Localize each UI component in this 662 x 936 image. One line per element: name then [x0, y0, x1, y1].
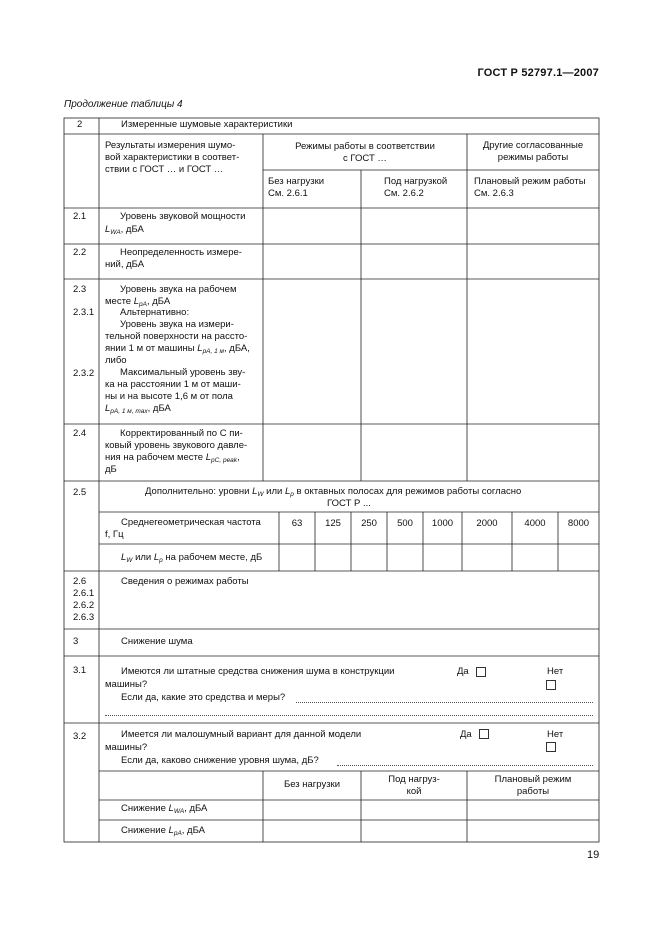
row-text: ны и на высоте 1,6 м от пола — [105, 391, 233, 402]
row-text: Дополнительно: уровни $L_W$ или $L_p$ в октавных полосах для режимов работы согласно — [145, 486, 522, 498]
modes-header: с ГОСТ … — [343, 153, 387, 164]
other-modes-header: режимы работы — [497, 152, 569, 163]
row-title: Снижение шума — [121, 636, 193, 647]
no-checkbox[interactable] — [546, 742, 556, 752]
row-text: тельной поверхности на рассто- — [105, 331, 248, 342]
no-load-ref: См. 2.6.1 — [268, 188, 308, 199]
answer-line[interactable] — [296, 701, 593, 703]
row-text: Корректированный по C пи- — [120, 428, 243, 439]
frequency-value: 2000 — [476, 518, 498, 529]
yes-label: Да — [460, 729, 472, 740]
frequency-value: 63 — [291, 518, 303, 529]
under-load-header: Под нагрузкой — [384, 176, 448, 187]
row-number: 3.2 — [73, 731, 87, 742]
row-number: 2.6.2 — [73, 600, 95, 611]
no-label: Нет — [547, 666, 564, 677]
no-checkbox[interactable] — [546, 680, 556, 690]
row-number: 2.5 — [73, 487, 87, 498]
other-modes-header: Другие согласованные — [482, 140, 584, 151]
planned-mode-header: Плановый режим — [494, 774, 572, 785]
frequency-value: 1000 — [431, 518, 454, 529]
answer-line[interactable] — [105, 714, 593, 716]
document-id: ГОСТ Р 52797.1—2007 — [477, 67, 599, 79]
row-text: либо — [105, 355, 127, 366]
under-load-header: кой — [406, 786, 422, 797]
frequency-value: 500 — [397, 518, 413, 529]
row-number: 2.6 — [73, 576, 87, 587]
row-text: месте $L_{pA}$, дБА — [105, 296, 171, 308]
row-number: 2 — [77, 119, 83, 130]
row-title: Сведения о режимах работы — [121, 576, 249, 587]
yes-checkbox[interactable] — [476, 667, 486, 677]
row-number: 2.3 — [73, 284, 87, 295]
row-text: ка на расстоянии 1 м от маши- — [105, 379, 241, 390]
row-number: 2.3.2 — [73, 368, 95, 379]
row-text: ГОСТ Р ... — [327, 498, 371, 509]
no-label: Нет — [547, 729, 564, 740]
row-text: Альтернативно: — [120, 307, 190, 318]
row-number: 2.6.1 — [73, 588, 95, 599]
row-text: Уровень звуковой мощности — [120, 211, 246, 222]
row-text: Уровень звука на измери- — [120, 319, 234, 330]
frequency-value: 4000 — [524, 518, 546, 529]
table-continuation-caption: Продолжение таблицы 4 — [64, 99, 183, 110]
modes-header: Режимы работы в соответствии — [295, 141, 435, 152]
results-header-line: вой характеристики в соответ- — [105, 152, 240, 163]
answer-line[interactable] — [337, 764, 593, 766]
frequency-value: 250 — [361, 518, 377, 529]
yes-checkbox[interactable] — [479, 729, 489, 739]
frequency-label: Среднегеометрическая частота — [121, 517, 261, 528]
row-text: ния на рабочем месте $L_{pC, peak}$, — [105, 452, 240, 464]
frequency-value: 8000 — [567, 518, 590, 529]
row-text: $L_{WA}$, дБА — [105, 224, 144, 236]
row-number: 2.1 — [73, 211, 87, 222]
row-number: 3 — [73, 636, 79, 647]
frequency-label: f, Гц — [105, 529, 124, 540]
row-title: Измеренные шумовые характеристики — [121, 119, 293, 130]
row-text: $L_{pA, 1 м, max}$, дБА — [105, 403, 171, 415]
row-text: машины? — [105, 679, 148, 690]
row-text: дБ — [105, 464, 117, 475]
planned-mode-ref: См. 2.6.3 — [474, 188, 514, 199]
row-number: 2.6.3 — [73, 612, 95, 623]
row-text: ний, дБА — [105, 259, 145, 270]
row-text: ковый уровень звукового давле- — [105, 440, 248, 451]
row-text: Неопределенность измере- — [120, 247, 242, 258]
row-number: 2.4 — [73, 428, 87, 439]
reduction-label: Снижение $L_{WA}$, дБА — [121, 803, 208, 815]
row-text: Если да, каково снижение уровня шума, дБ? — [121, 755, 319, 766]
row-number: 3.1 — [73, 665, 87, 676]
row-text: Имеется ли малошумный вариант для данной модели — [121, 729, 362, 740]
row-text: Имеются ли штатные средства снижения шума в конструкции — [121, 666, 395, 677]
row-text: Уровень звука на рабочем — [120, 284, 237, 295]
row-text: Максимальный уровень зву- — [120, 367, 246, 378]
reduction-label: Снижение $L_{pA}$, дБА — [121, 825, 205, 837]
row-text: янии 1 м от машины $L_{pA, 1 м}$, дБА, — [105, 343, 250, 355]
yes-label: Да — [457, 666, 469, 677]
page-number: 19 — [587, 849, 600, 861]
planned-mode-header: работы — [516, 786, 550, 797]
row-text: Если да, какие это средства и меры? — [121, 692, 286, 703]
no-load-header: Без нагрузки — [283, 779, 341, 790]
row-text: машины? — [105, 742, 148, 753]
no-load-header: Без нагрузки — [268, 176, 325, 187]
planned-mode-header: Плановый режим работы — [474, 176, 586, 187]
results-header-line: ствии с ГОСТ … и ГОСТ … — [105, 164, 224, 175]
under-load-ref: См. 2.6.2 — [384, 188, 424, 199]
frequency-value: 125 — [325, 518, 341, 529]
under-load-header: Под нагруз- — [388, 774, 440, 785]
row-number: 2.2 — [73, 247, 87, 258]
level-label: $L_W$ или $L_p$ на рабочем месте, дБ — [121, 552, 263, 564]
results-header-line: Результаты измерения шумо- — [105, 140, 236, 151]
row-number: 2.3.1 — [73, 307, 95, 318]
